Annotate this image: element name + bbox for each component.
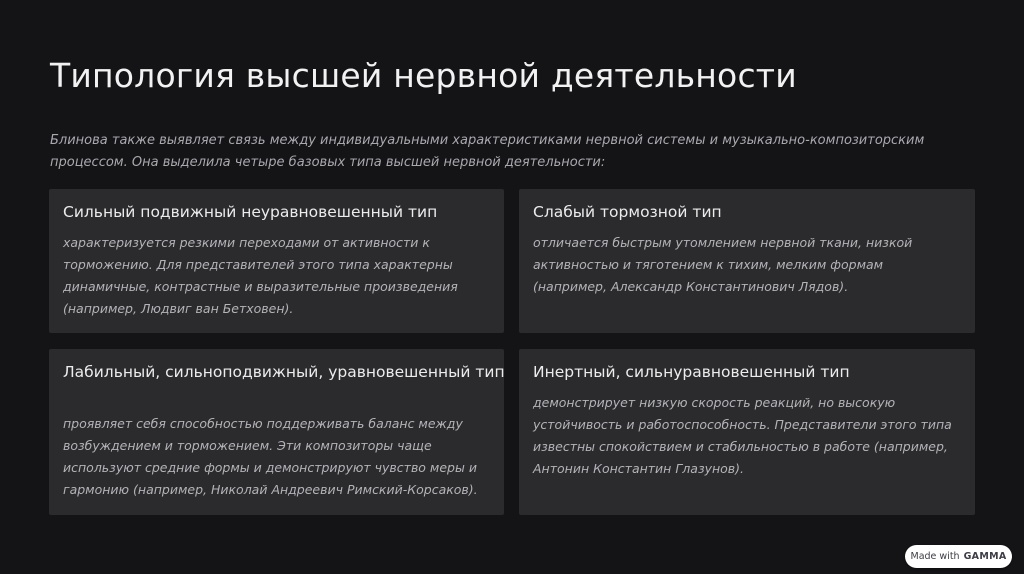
type-card-labile-balanced <box>49 349 504 515</box>
card-heading: Лабильный, сильноподвижный, уравновешенный тип <box>63 363 505 381</box>
card-description: отличается быстрым утомлением нервной ткани, низкой активностью и тяготением к тихим, мелким формам (например, Александр Константинович Лядов). <box>533 235 913 294</box>
type-card-strong-mobile-unbalanced <box>49 189 504 333</box>
type-card-weak-inhibitory <box>519 189 975 333</box>
badge-made-with-label: Made with <box>910 551 960 562</box>
card-heading: Сильный подвижный неуравновешенный тип <box>63 203 438 221</box>
made-with-gamma-badge[interactable] <box>905 545 1012 568</box>
card-heading: Слабый тормозной тип <box>533 203 722 221</box>
intro-paragraph: Блинова также выявляет связь между индивидуальными характеристиками нервной системы и музыкально-композиторским процессом. Она выделила четыре базовых типа высшей нервной деятельности: <box>50 133 925 170</box>
card-description: демонстрирует низкую скорость реакций, но высокую устойчивость и работоспособность. Представители этого типа известны спокойствием и стабильностью в работе (например, Антонин Константин Глазунов). <box>533 395 952 476</box>
card-heading: Инертный, сильнуравновешенный тип <box>533 363 850 381</box>
card-description: проявляет себя способностью поддерживать баланс между возбуждением и торможением. Эти композиторы чаще используют средние формы и демонстрируют чувство меры и гармонию (например, Николай Андреевич Римский-Корсаков). <box>63 416 478 497</box>
type-card-inert-balanced <box>519 349 975 515</box>
card-description: характеризуется резкими переходами от активности к торможению. Для представителей этого типа характерны динамичные, контрастные и выразительные произведения (например, Людвиг ван Бетховен). <box>63 235 458 316</box>
gamma-logo: GAMMA <box>963 551 1007 562</box>
page-title: Типология высшей нервной деятельности <box>50 56 797 95</box>
